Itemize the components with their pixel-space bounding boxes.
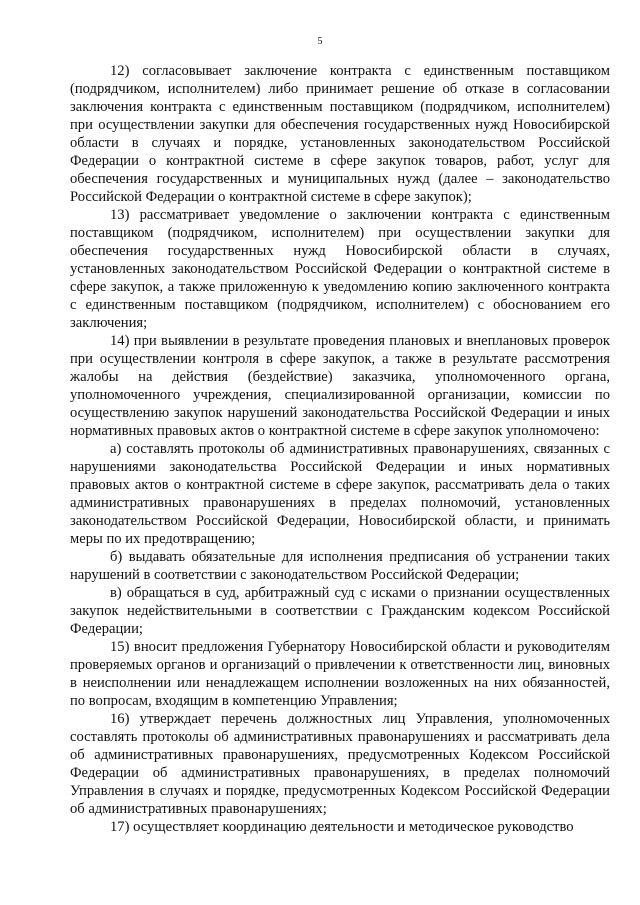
paragraph-subitem-v: в) обращаться в суд, арбитражный суд с исками о признании осуществленных закупок недействительными в соответствии с Гражданским кодексом Российской Федерации; xyxy=(70,585,610,637)
paragraph-item-15: 15) вносит предложения Губернатору Новосибирской области и руководителям проверяемых органов и организаций о привлечении к ответственности лиц, виновных в неисполнении или ненадлежащем исполнении возложенных на них обязанностей, по вопросам, входящим в компетенцию Управления; xyxy=(70,639,610,709)
paragraph-item-16: 16) утверждает перечень должностных лиц Управления, уполномоченных составлять протоколы об административных правонарушениях и рассматривать дела об административных правонарушениях, предусмотренных Кодексом Российской Федерации об административных правонарушениях, в пределах полномочий Управления в случаях и порядке, предусмотренных Кодексом Российской Федерации об административных правонарушениях; xyxy=(70,711,610,817)
paragraph-item-17: 17) осуществляет координацию деятельности и методическое руководство xyxy=(110,819,574,835)
paragraph-item-14: 14) при выявлении в результате проведения плановых и внеплановых проверок при осуществлении контроля в сфере закупок, а также в результате рассмотрения жалобы на действия (бездействие) заказчика, уполномоченного органа, уполномоченного учреждения, специализированной организации, комиссии по осуществлению закупок нарушений законодательства Российской Федерации и иных нормативных правовых актов о контрактной системе в сфере закупок уполномочено: xyxy=(70,333,610,439)
paragraph-subitem-a: а) составлять протоколы об административных правонарушениях, связанных с нарушениями законодательства Российской Федерации и иных нормативных правовых актов о контрактной системе в сфере закупок, рассматривать дела о таких административных правонарушениях в пределах полномочий, установленных законодательством Российской Федерации, Новосибирской области, и принимать меры по их предотвращению; xyxy=(70,441,610,547)
page-number: 5 xyxy=(317,36,323,47)
paragraph-item-13: 13) рассматривает уведомление о заключении контракта с единственным поставщиком (подрядчиком, исполнителем) при осуществлении закупки для обеспечения государственных нужд Новосибирской области в случаях, установленных законодательством Российской Федерации о контрактной системе в сфере закупок, а также приложенную к уведомлению копию заключенного контракта с единственным поставщиком (подрядчиком, исполнителем) с обоснованием его заключения; xyxy=(70,207,610,331)
paragraph-subitem-b: б) выдавать обязательные для исполнения предписания об устранении таких нарушений в соответствии с законодательством Российской Федерации; xyxy=(70,549,610,583)
paragraph-item-12: 12) согласовывает заключение контракта с единственным поставщиком (подрядчиком, исполнителем) либо принимает решение об отказе в согласовании заключения контракта с единственным поставщиком (подрядчиком, исполнителем) при осуществлении закупки для обеспечения государственных нужд Новосибирской области в случаях и порядке, установленных законодательством Российской Федерации о контрактной системе в сфере закупок товаров, работ, услуг для обеспечения государственных и муниципальных нужд (далее – законодательство Российской Федерации о контрактной системе в сфере закупок); xyxy=(70,63,610,205)
document-body xyxy=(70,62,610,836)
